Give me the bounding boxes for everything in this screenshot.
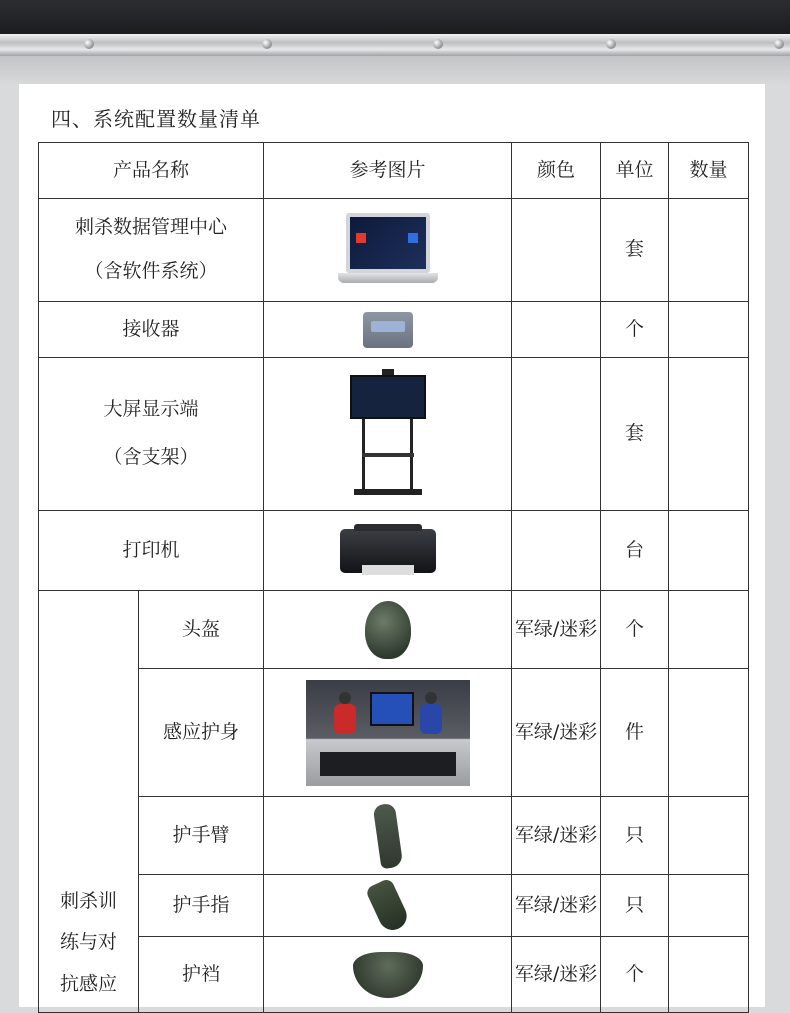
product-picture: [264, 302, 512, 358]
item-qty: [669, 669, 749, 797]
product-color: [512, 358, 601, 511]
helmet-icon: [365, 601, 411, 659]
header-qty: 数量: [669, 143, 749, 199]
arm-guard-icon: [372, 802, 403, 868]
item-unit: 只: [601, 875, 669, 937]
header-picture: 参考图片: [264, 143, 512, 199]
item-name: 护裆: [139, 937, 264, 1013]
item-picture: [264, 669, 512, 797]
header-unit: 单位: [601, 143, 669, 199]
product-qty: [669, 358, 749, 511]
item-color: 军绿/迷彩: [512, 875, 601, 937]
group-label: 刺杀训 练与对 抗感应: [39, 591, 139, 1013]
table-row: [39, 358, 749, 511]
item-color: 军绿/迷彩: [512, 669, 601, 797]
header-color: 颜色: [512, 143, 601, 199]
item-color: 军绿/迷彩: [512, 937, 601, 1013]
item-qty: [669, 797, 749, 875]
item-picture: [264, 875, 512, 937]
receiver-box-icon: [363, 312, 413, 348]
product-name: 打印机: [39, 511, 264, 591]
table-row: [39, 797, 749, 875]
table-row: [39, 875, 749, 937]
item-unit: 件: [601, 669, 669, 797]
item-picture: [264, 937, 512, 1013]
table-row: [39, 669, 749, 797]
product-picture: [264, 511, 512, 591]
product-unit: 个: [601, 302, 669, 358]
configuration-table: [38, 142, 749, 1013]
product-qty: [669, 511, 749, 591]
product-name: 大屏显示端 （含支架）: [39, 358, 264, 511]
product-qty: [669, 199, 749, 302]
item-name: 护手臂: [139, 797, 264, 875]
product-color: [512, 199, 601, 302]
table-row: [39, 302, 749, 358]
product-picture: [264, 358, 512, 511]
item-color: 军绿/迷彩: [512, 797, 601, 875]
product-color: [512, 511, 601, 591]
product-name: 刺杀数据管理中心 （含软件系统）: [39, 199, 264, 302]
printer-icon: [340, 529, 436, 573]
item-picture: [264, 591, 512, 669]
table-row: [39, 591, 749, 669]
item-name: 感应护身: [139, 669, 264, 797]
item-name: 护手指: [139, 875, 264, 937]
product-unit: 套: [601, 199, 669, 302]
item-qty: [669, 875, 749, 937]
table-row: [39, 937, 749, 1013]
groin-guard-icon: [353, 952, 423, 998]
item-picture: [264, 797, 512, 875]
finger-guard-icon: [364, 877, 411, 934]
header-name: 产品名称: [39, 143, 264, 199]
laptop-icon: [338, 213, 438, 287]
equipment-case-edge: [0, 0, 790, 58]
training-scene-icon: [306, 680, 470, 786]
table-header-row: [39, 143, 749, 199]
item-qty: [669, 937, 749, 1013]
table-row: [39, 511, 749, 591]
display-stand-icon: [350, 369, 426, 499]
table-row: [39, 199, 749, 302]
product-qty: [669, 302, 749, 358]
item-unit: 只: [601, 797, 669, 875]
item-unit: 个: [601, 591, 669, 669]
product-unit: 台: [601, 511, 669, 591]
product-color: [512, 302, 601, 358]
product-unit: 套: [601, 358, 669, 511]
section-heading: 四、系统配置数量清单: [51, 107, 261, 131]
item-unit: 个: [601, 937, 669, 1013]
product-picture: [264, 199, 512, 302]
product-name: 接收器: [39, 302, 264, 358]
item-color: 军绿/迷彩: [512, 591, 601, 669]
item-name: 头盔: [139, 591, 264, 669]
item-qty: [669, 591, 749, 669]
